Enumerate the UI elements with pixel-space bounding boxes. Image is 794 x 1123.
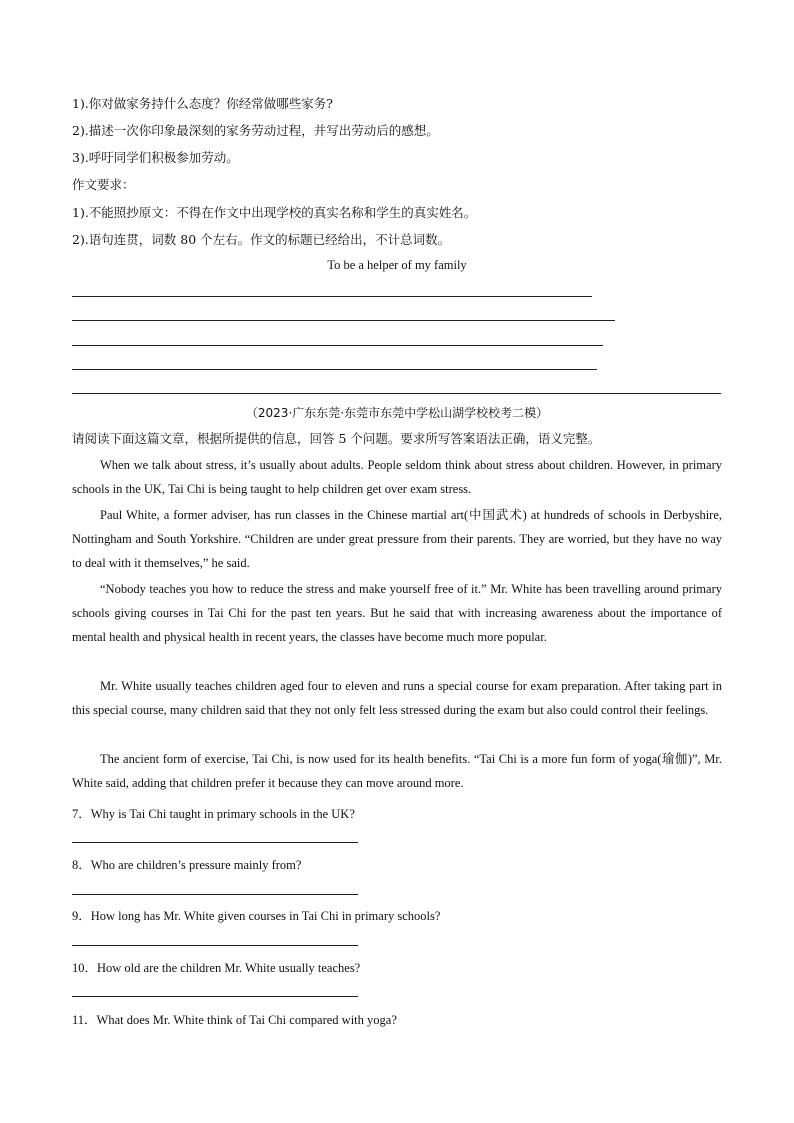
passage-paragraph-4: Mr. White usually teaches children aged four to eleven and runs a special course for exam preparation. After taking part in this special course, many children said that they not only felt less stressed during the exam but also could control their feelings.	[72, 679, 722, 717]
answer-line-8[interactable]	[72, 894, 358, 895]
writing-line[interactable]	[72, 320, 615, 321]
question-8: 8．Who are children’s pressure mainly from?	[72, 858, 302, 872]
passage-paragraph-1: When we talk about stress, it’s usually about adults. People seldom think about stress about children. However, in primary schools in the UK, Tai Chi is being taught to help children get over exam stress.	[72, 458, 722, 496]
question-11: 11．What does Mr. White think of Tai Chi compared with yoga?	[72, 1013, 397, 1027]
writing-prompt-1: 1).你对做家务持什么态度？你经常做哪些家务?	[72, 96, 334, 111]
passage-paragraph-3: “Nobody teaches you how to reduce the stress and make yourself free of it.” Mr. White has been travelling around primary schools giving courses in Tai Chi for the past ten years. But he said that with increasing awareness about the importance of mental health and physical health in recent years, the classes have become much more popular.	[72, 582, 722, 644]
requirement-1: 1).不能照抄原文：不得在作文中出现学校的真实名称和学生的真实姓名。	[72, 205, 477, 220]
source-note: （2023·广东东莞·东莞市东莞中学松山湖学校校考二模）	[245, 406, 549, 420]
answer-line-10[interactable]	[72, 996, 358, 997]
writing-line[interactable]	[72, 345, 603, 346]
requirements-heading: 作文要求：	[72, 177, 135, 192]
essay-title: To be a helper of my family	[327, 258, 467, 272]
passage-paragraph-5: The ancient form of exercise, Tai Chi, is now used for its health benefits. “Tai Chi is a more fun form of yoga(瑜伽)”, Mr. White said, adding that children prefer it because they can move around more.	[72, 752, 722, 790]
answer-line-9[interactable]	[72, 945, 358, 946]
reading-instructions: 请阅读下面这篇文章，根据所提供的信息，回答 5 个问题。要求所写答案语法正确，语义完整。	[72, 431, 601, 446]
question-10: 10．How old are the children Mr. White usually teaches?	[72, 961, 361, 975]
passage-paragraph-2: Paul White, a former adviser, has run classes in the Chinese martial art(中国武术) at hundreds of schools in Derbyshire, Nottingham and South Yorkshire. “Children are under great pressure from their parents. They are worried, but they have no way to deal with it themselves,” he said.	[72, 508, 722, 570]
writing-line[interactable]	[72, 369, 597, 370]
writing-line[interactable]	[72, 393, 721, 394]
requirement-2: 2).语句连贯，词数 80 个左右。作文的标题已经给出，不计总词数。	[72, 232, 451, 247]
answer-line-7[interactable]	[72, 842, 358, 843]
writing-prompt-3: 3).呼吁同学们积极参加劳动。	[72, 150, 239, 165]
writing-line[interactable]	[72, 296, 592, 297]
question-9: 9．How long has Mr. White given courses in Tai Chi in primary schools?	[72, 909, 441, 923]
question-7: 7．Why is Tai Chi taught in primary schools in the UK?	[72, 807, 355, 821]
writing-prompt-2: 2).描述一次你印象最深刻的家务劳动过程，并写出劳动后的感想。	[72, 123, 439, 138]
